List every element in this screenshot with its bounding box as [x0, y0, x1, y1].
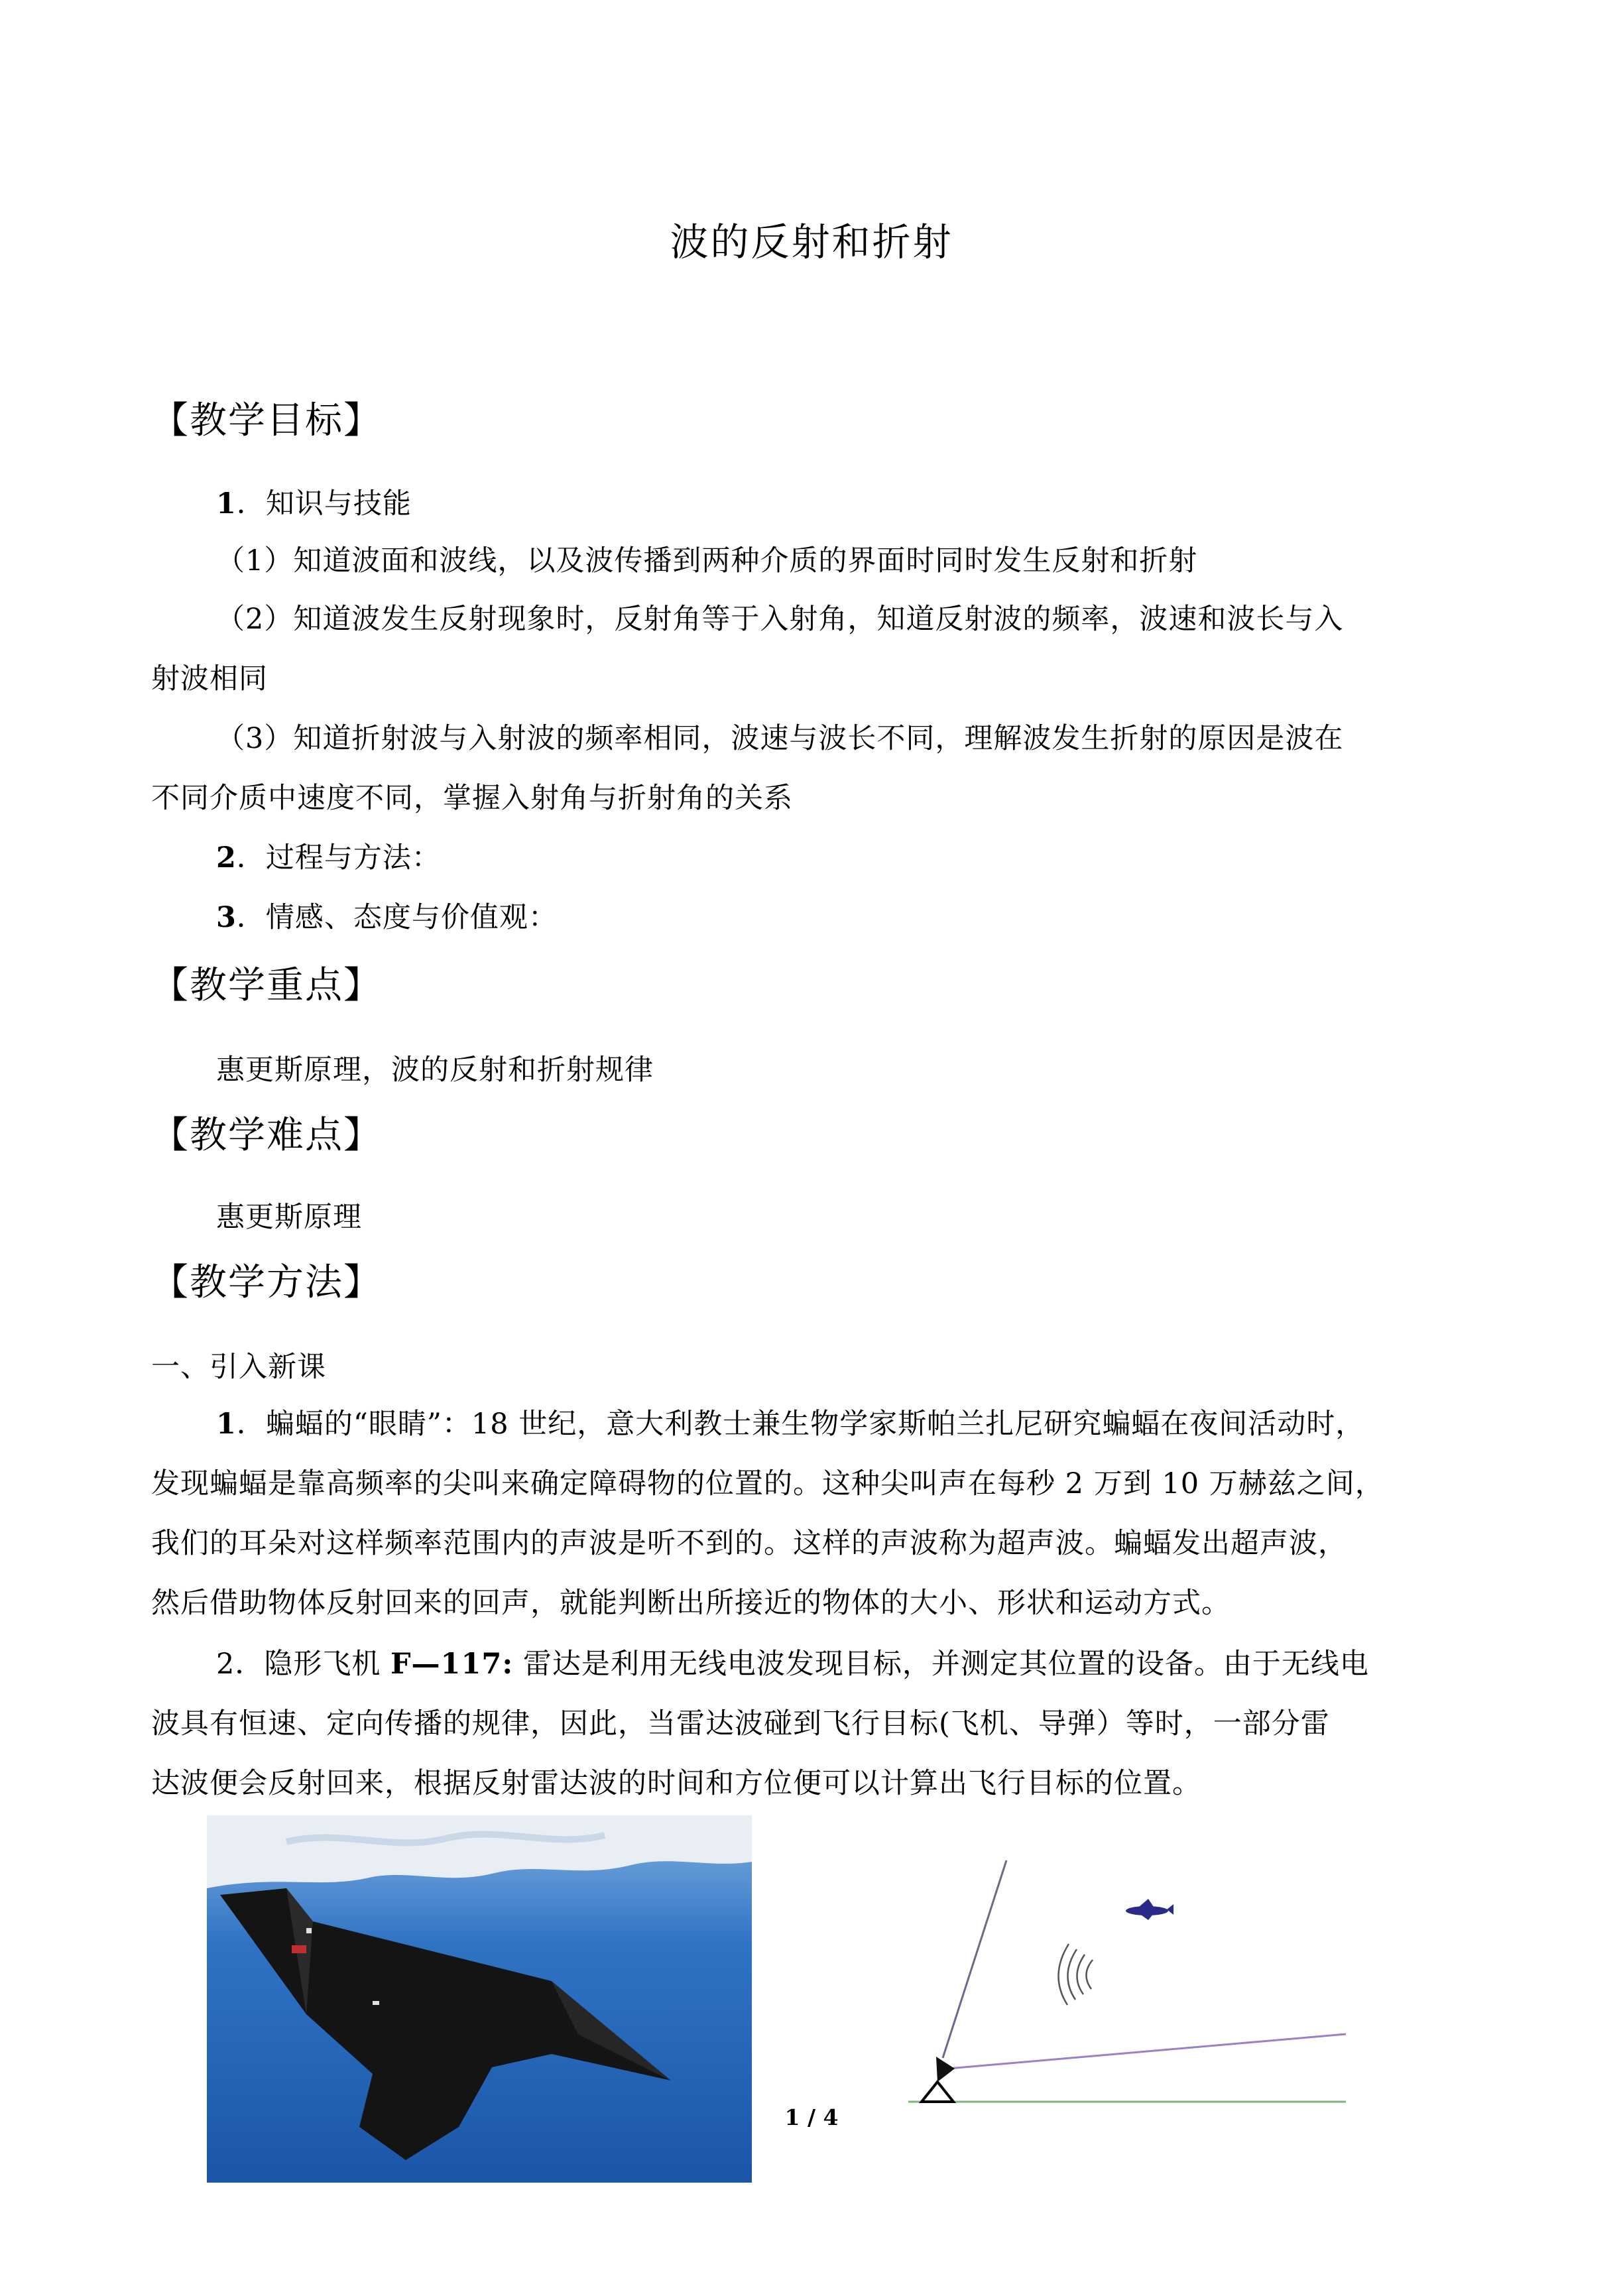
page-number: 1 / 4	[784, 2104, 839, 2130]
objective-sub-1: （1）知道波面和波线，以及波传播到两种介质的界面时同时发生反射和折射	[216, 544, 1198, 577]
page-title: 波的反射和折射	[670, 219, 953, 265]
item-number: 1	[216, 487, 237, 520]
item-number: 3	[216, 901, 237, 934]
item-number: 1	[216, 1408, 237, 1441]
item-number: 2．隐形飞机	[216, 1648, 391, 1681]
intro-p2-line-2: 波具有恒速、定向传播的规律，因此，当雷达波碰到飞行目标(飞机、导弹）等时，一部分雷	[151, 1707, 1330, 1740]
key-points-text: 惠更斯原理，波的反射和折射规律	[216, 1054, 654, 1087]
objective-sub-2-line-2: 射波相同	[151, 662, 268, 695]
objective-item-1	[216, 481, 412, 522]
objective-sub-3-line-1: （3）知道折射波与入射波的频率相同，波速与波长不同，理解波发生折射的原因是波在	[216, 722, 1344, 755]
radar-beam-lower	[948, 2034, 1346, 2069]
intro-p1-line-1	[216, 1402, 1364, 1442]
intro-p1-line-2: 发现蝙蝠是靠高频率的尖叫来确定障碍物的位置的。这种尖叫声在每秒 2 万到 10 万赫兹之间，	[151, 1467, 1384, 1500]
heading-methods: 【教学方法】	[151, 1261, 382, 1304]
objective-item-2	[216, 835, 441, 876]
intro-heading: 一、引入新课	[151, 1351, 326, 1384]
objective-sub-3-line-2: 不同介质中速度不同，掌握入射角与折射角的关系	[151, 782, 793, 815]
heading-key-points: 【教学重点】	[151, 964, 382, 1007]
radar-diagram	[882, 1835, 1359, 2114]
item-number: 2	[216, 841, 237, 875]
item-text: ．蝙蝠的“眼睛”：18 世纪，意大利教士兼生物学家斯帕兰扎尼研究蝙蝠在夜间活动时，	[236, 1408, 1365, 1441]
radar-beam-upper	[943, 1860, 1006, 2058]
radar-wave-icon	[1058, 1944, 1093, 2005]
objective-sub-2-line-1: （2）知道波发生反射现象时，反射角等于入射角，知道反射波的频率，波速和波长与入	[216, 603, 1344, 636]
intro-p1-line-3: 我们的耳朵对这样频率范围内的声波是听不到的。这样的声波称为超声波。蝙蝠发出超声波，	[151, 1527, 1347, 1560]
item-text: ．知识与技能	[236, 487, 412, 520]
heading-objectives: 【教学目标】	[151, 399, 382, 442]
objective-item-3	[216, 895, 558, 936]
intro-p1-line-4: 然后借助物体反射回来的回声，就能判断出所接近的物体的大小、形状和运动方式。	[151, 1587, 1231, 1620]
item-text: ．过程与方法：	[236, 841, 441, 875]
heading-difficulties: 【教学难点】	[151, 1114, 382, 1157]
airplane-icon	[1126, 1899, 1173, 1920]
item-text: ．情感、态度与价值观：	[236, 901, 558, 934]
intro-p2-line-3: 达波便会反射回来，根据反射雷达波的时间和方位便可以计算出飞行目标的位置。	[151, 1767, 1201, 1800]
item-text: 雷达是利用无线电波发现目标，并测定其位置的设备。由于无线电	[513, 1648, 1369, 1681]
radar-antenna-icon	[922, 2057, 955, 2102]
intro-p2-line-1	[216, 1642, 1369, 1682]
difficulties-text: 惠更斯原理	[216, 1201, 362, 1234]
aircraft-model: F—117:	[391, 1648, 514, 1681]
